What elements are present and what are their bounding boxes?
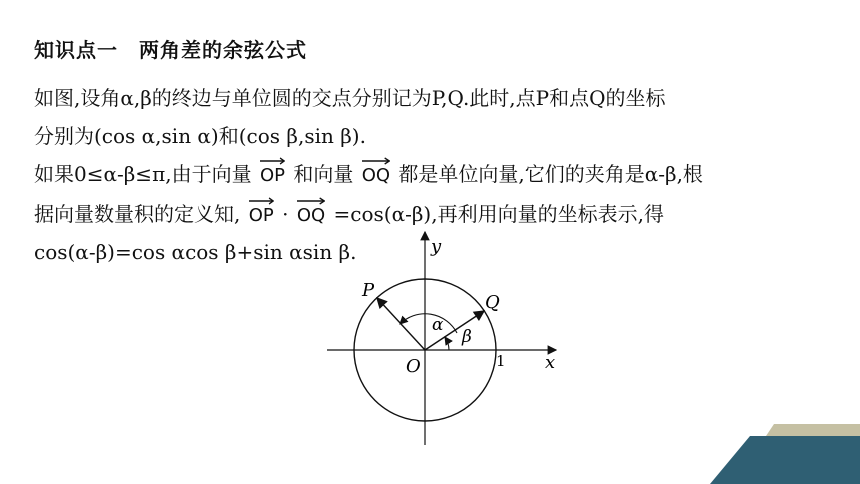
alpha-arc xyxy=(400,314,457,333)
text-line-5: cos(α-β)=cos αcos β+sin αsin β. xyxy=(34,240,357,264)
label-beta: β xyxy=(462,327,472,347)
text-segment: 如果0≤α-β≤π,由于向量 xyxy=(34,162,252,186)
label-point-p: P xyxy=(362,280,375,301)
label-unit: 1 xyxy=(496,352,506,370)
vector-op-arrow xyxy=(377,298,425,350)
dot-operator: · xyxy=(282,202,289,226)
vector-label: OP xyxy=(259,165,285,186)
label-y-axis: y xyxy=(431,236,442,257)
text-segment: 和向量 xyxy=(293,162,354,186)
deco-light-band xyxy=(766,424,860,436)
text-segment: 都是单位向量,它们的夹角是α-β,根 xyxy=(398,162,703,186)
beta-arc xyxy=(445,337,449,350)
text-line-1: 如图,设角α,β的终边与单位圆的交点分别记为P,Q.此时,点P和点Q的坐标 xyxy=(34,86,666,110)
label-origin: O xyxy=(406,356,421,377)
deco-dark-band xyxy=(710,436,860,484)
text-segment: 据向量数量积的定义知, xyxy=(34,202,241,226)
label-x-axis: x xyxy=(545,352,556,373)
text-segment: =cos(α-β),再利用向量的坐标表示,得 xyxy=(333,202,664,226)
vector-label: OQ xyxy=(296,205,326,226)
label-point-q: Q xyxy=(485,292,500,313)
text-line-2: 分别为(cos α,sin α)和(cos β,sin β). xyxy=(34,124,366,148)
label-alpha: α xyxy=(432,315,444,335)
corner-decoration xyxy=(710,424,860,484)
vector-label: OP xyxy=(248,205,274,226)
vector-label: OQ xyxy=(361,165,391,186)
section-heading: 知识点一 两角差的余弦公式 xyxy=(34,38,307,62)
